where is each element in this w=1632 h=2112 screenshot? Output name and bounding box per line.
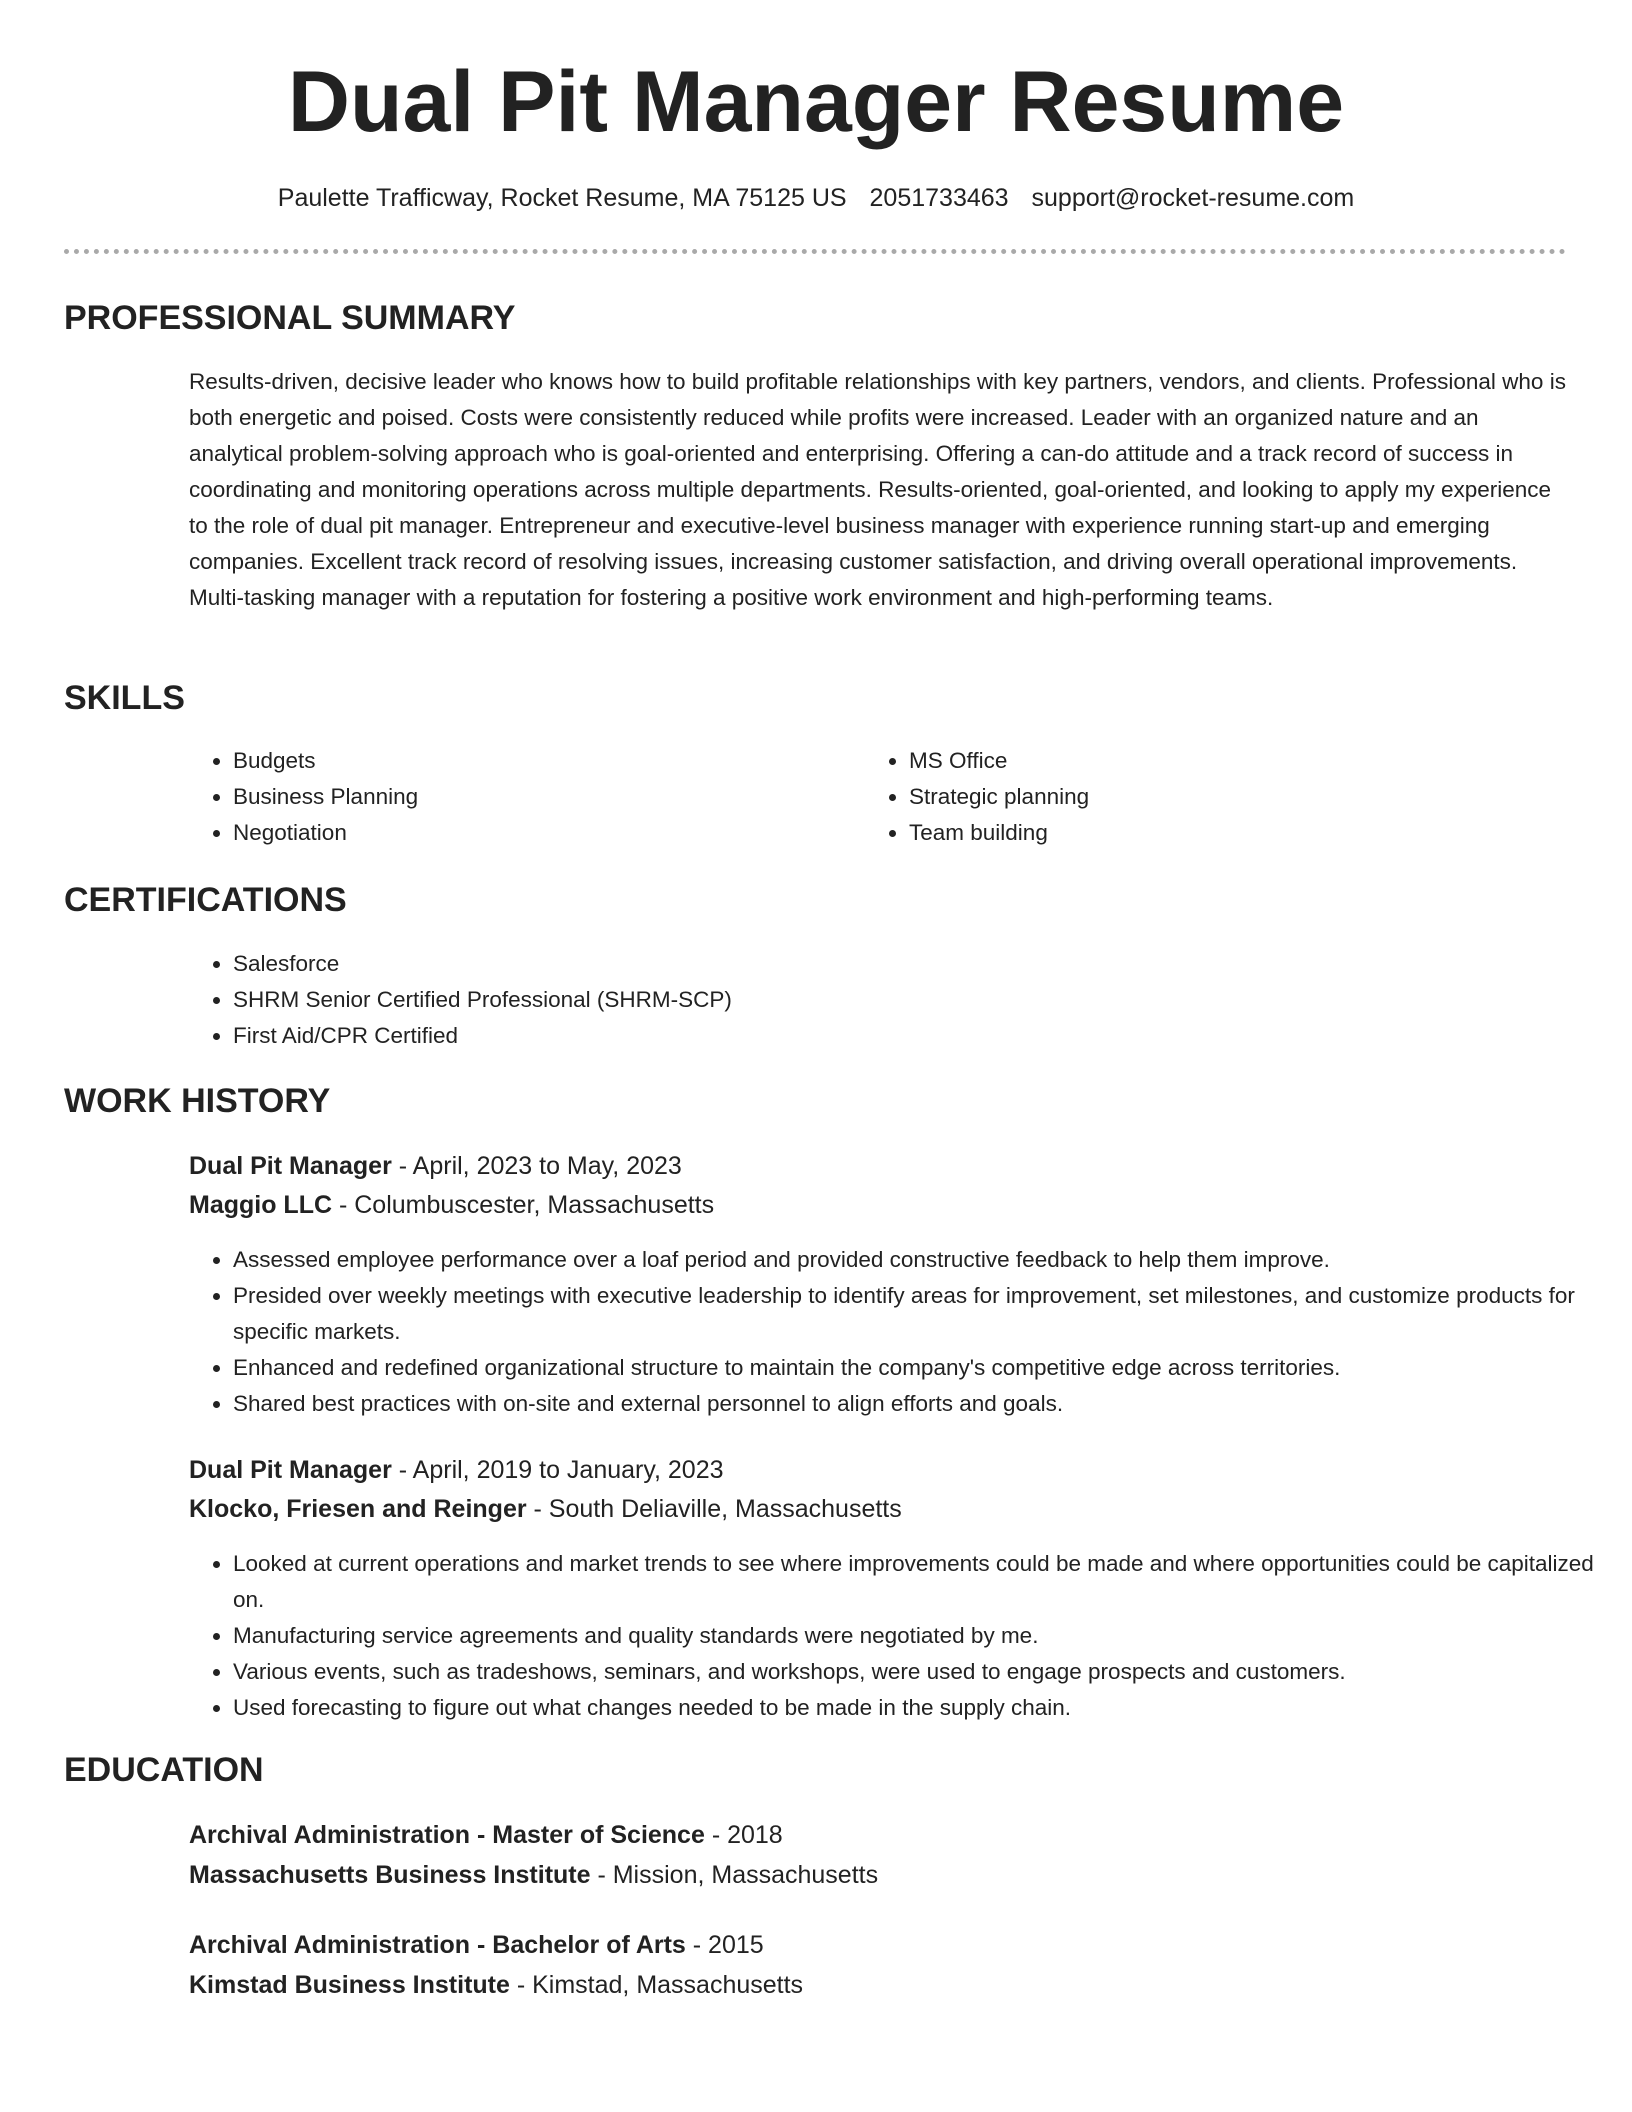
header-divider <box>64 249 1566 254</box>
job-company: Klocko, Friesen and Reinger <box>189 1495 527 1523</box>
job-bullet: • Manufacturing service agreements and quality standards were negotiated by me. <box>233 1618 1613 1654</box>
summary-text: Results-driven, decisive leader who knows how to build profitable relationships with key partners, vendors, and clients. Professional who is both energetic and poised. Costs were consistently reduced while profits were increased. Leader with an organized nature and an analytical problem-solving approach who is goal-oriented and enterprising. Offering a can-do attitude and a track record of success in coordinating and monitoring operations across multiple departments. Results-oriented, goal-oriented, and looking to apply my experience to the role of dual pit manager. Entrepreneur and executive-level business manager with experience running start-up and emerging companies. Excellent track record of resolving issues, increasing customer satisfaction, and driving overall operational improvements. Multi-tasking manager with a reputation for fostering a positive work environment and high-performing teams. <box>189 369 1566 610</box>
education-degree-line <box>189 1816 783 1854</box>
education-degree: Archival Administration - Master of Science <box>189 1821 705 1849</box>
certification-item: • First Aid/CPR Certified <box>233 1018 1533 1054</box>
education-school-line <box>189 1966 803 2004</box>
education-location: - Mission, Massachusetts <box>590 1861 879 1889</box>
contact-email[interactable]: support@rocket-resume.com <box>1031 184 1355 212</box>
skill-item: • Business Planning <box>233 779 793 815</box>
skill-item: • Strategic planning <box>909 779 1469 815</box>
job-bullet: • Assessed employee performance over a loaf period and provided constructive feedback to help them improve. <box>233 1242 1613 1278</box>
education-heading: EDUCATION <box>64 1751 264 1789</box>
job-company: Maggio LLC <box>189 1191 333 1219</box>
job-title-line <box>189 1451 724 1489</box>
job-title: Dual Pit Manager <box>189 1152 392 1180</box>
contact-phone[interactable]: 2051733463 <box>869 184 1009 212</box>
job-bullets <box>189 1546 1613 1726</box>
job-bullet: • Shared best practices with on-site and external personnel to align efforts and goals. <box>233 1386 1613 1422</box>
job-location: - South Deliaville, Massachusetts <box>526 1495 902 1523</box>
skill-item: • Budgets <box>233 743 793 779</box>
certification-item: • Salesforce <box>233 946 1533 982</box>
job-company-line <box>189 1186 714 1224</box>
education-school: Massachusetts Business Institute <box>189 1861 591 1889</box>
resume-title: Dual Pit Manager Resume <box>287 54 1345 150</box>
job-bullet: • Enhanced and redefined organizational structure to maintain the company's competitive edge across territories. <box>233 1350 1613 1386</box>
education-year: - 2015 <box>685 1931 764 1959</box>
job-location: - Columbuscester, Massachusetts <box>332 1191 715 1219</box>
education-degree: Archival Administration - Bachelor of Arts <box>189 1931 686 1959</box>
skill-item: • Team building <box>909 815 1469 851</box>
job-title-line <box>189 1147 682 1185</box>
skill-item: • MS Office <box>909 743 1469 779</box>
skills-list-left <box>189 743 793 851</box>
certifications-heading: CERTIFICATIONS <box>64 881 347 919</box>
education-year: - 2018 <box>704 1821 783 1849</box>
certifications-list <box>189 946 1533 1054</box>
job-bullet: • Used forecasting to figure out what changes needed to be made in the supply chain. <box>233 1690 1613 1726</box>
job-dates: - April, 2019 to January, 2023 <box>391 1456 724 1484</box>
job-title: Dual Pit Manager <box>189 1456 392 1484</box>
summary-heading: PROFESSIONAL SUMMARY <box>64 299 516 337</box>
skill-item: • Negotiation <box>233 815 793 851</box>
education-location: - Kimstad, Massachusetts <box>509 1971 804 1999</box>
skills-list-right <box>865 743 1469 851</box>
contact-address: Paulette Trafficway, Rocket Resume, MA 75125 US <box>277 184 847 212</box>
work-history-heading: WORK HISTORY <box>64 1082 331 1120</box>
skills-heading: SKILLS <box>64 679 185 717</box>
education-degree-line <box>189 1926 764 1964</box>
job-bullet: • Various events, such as tradeshows, seminars, and workshops, were used to engage prospects and customers. <box>233 1654 1613 1690</box>
job-dates: - April, 2023 to May, 2023 <box>391 1152 682 1180</box>
job-bullet: • Looked at current operations and market trends to see where improvements could be made and where opportunities could be capitalized on. <box>233 1546 1613 1618</box>
certification-item: • SHRM Senior Certified Professional (SHRM-SCP) <box>233 982 1533 1018</box>
contact-line <box>0 180 1632 216</box>
education-school: Kimstad Business Institute <box>189 1971 510 1999</box>
education-school-line <box>189 1856 878 1894</box>
job-bullets <box>189 1242 1613 1422</box>
job-bullet: • Presided over weekly meetings with executive leadership to identify areas for improvement, set milestones, and customize products for specific markets. <box>233 1278 1613 1350</box>
job-company-line <box>189 1490 902 1528</box>
